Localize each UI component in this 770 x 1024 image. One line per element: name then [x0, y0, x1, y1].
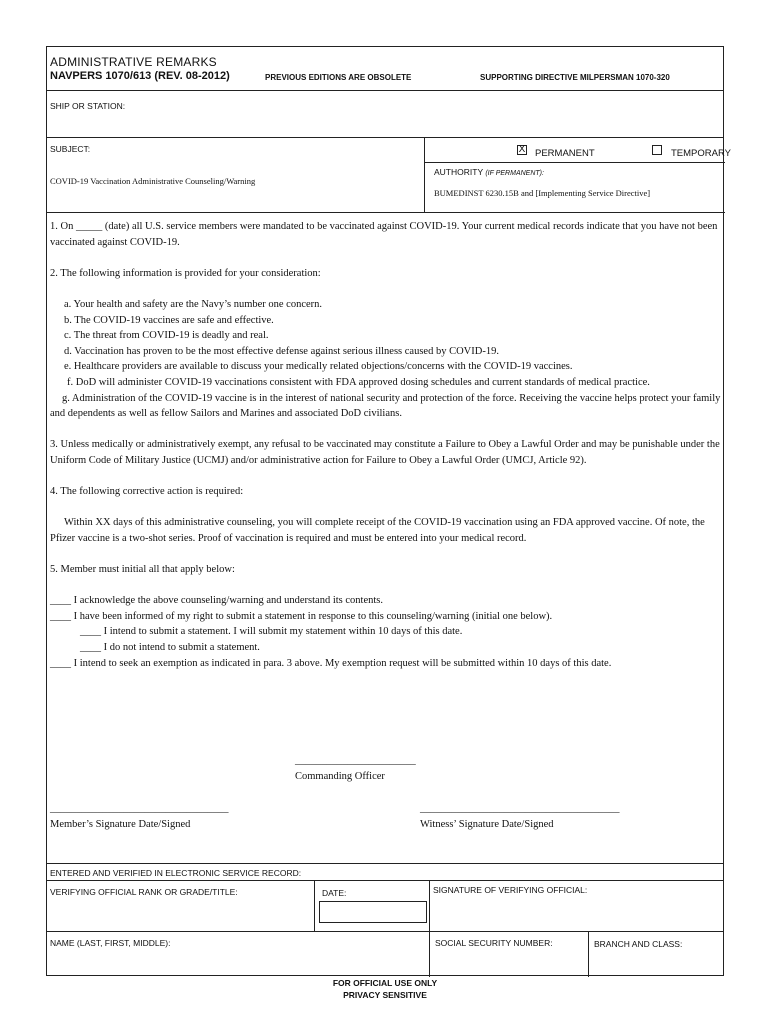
- name-label: NAME (LAST, FIRST, MIDDLE):: [50, 938, 171, 948]
- branch-class-label: BRANCH AND CLASS:: [594, 939, 683, 949]
- ship-or-station-field[interactable]: [47, 91, 723, 138]
- subject-field[interactable]: [47, 138, 425, 213]
- paragraph-5: 5. Member must initial all that apply below:: [50, 564, 235, 576]
- list-item: a. Your health and safety are the Navy’s number one concern.: [64, 298, 323, 310]
- permanent-label: PERMANENT: [535, 148, 595, 159]
- form-title: ADMINISTRATIVE REMARKS: [50, 55, 217, 69]
- paragraph-2: 2. The following information is provided for your consideration:: [50, 267, 321, 279]
- document-footer: [0, 977, 770, 1001]
- form-number: NAVPERS 1070/613 (REV. 08-2012): [50, 70, 230, 82]
- temporary-label: TEMPORARY: [671, 148, 732, 159]
- paragraph-3: 3. Unless medically or administratively exempt, any refusal to be vaccinated may constitute a Failure to Obey a Lawful Order and may be punishable under the Uniform Code of Military Justice (UCMJ) and/or administrative action for Failure to Obey a Lawful Order (UMCJ, Article 92).: [50, 439, 720, 466]
- signature-block: [50, 747, 724, 847]
- administrative-remarks-form: [46, 46, 732, 976]
- entered-verified-label: ENTERED AND VERIFIED IN ELECTRONIC SERVICE RECORD:: [50, 868, 302, 878]
- entered-verified-row: [47, 863, 723, 881]
- list-item: b. The COVID-19 vaccines are safe and effective.: [64, 314, 274, 326]
- list-item: d. Vaccination has proven to be the most effective defense against serious illness caused by COVID-19.: [64, 345, 499, 357]
- form-header: [47, 47, 723, 91]
- paragraph-4: 4. The following corrective action is required:: [50, 486, 244, 498]
- ship-or-station-label: SHIP OR STATION:: [50, 101, 126, 111]
- corrective-action-detail: Within XX days of this administrative counseling, you will complete receipt of the COVID-19 vaccination using an FDA approved vaccine. Of note, the Pfizer vaccine is a two-shot series. Proof of vaccination is required and must be entered into your medical record.: [50, 517, 705, 544]
- counseling-body: [50, 219, 724, 671]
- commanding-officer-label: Commanding Officer: [295, 771, 385, 782]
- member-signature-label: Member’s Signature Date/Signed: [50, 819, 191, 830]
- list-item: g. Administration of the COVID-19 vaccine is in the interest of national security and protection of the force. Receiving the vaccine helps protect your family and dependents as well as fellow Sailors and Marines and associated DoD civilians.: [50, 392, 721, 420]
- obsolete-note: PREVIOUS EDITIONS ARE OBSOLETE: [265, 73, 412, 82]
- subject-value: COVID-19 Vaccination Administrative Counseling/Warning: [50, 176, 256, 186]
- ssn-label: SOCIAL SECURITY NUMBER:: [435, 938, 553, 948]
- authority-value: BUMEDINST 6230.15B and [Implementing Service Directive]: [434, 188, 651, 198]
- permanent-checkbox[interactable]: X: [518, 144, 526, 155]
- initial-line[interactable]: ____ I intend to seek an exemption as indicated in para. 3 above. My exemption request will be submitted within 10 days of this date.: [50, 657, 612, 669]
- retention-options: [425, 138, 732, 163]
- witness-signature-label: Witness’ Signature Date/Signed: [420, 819, 554, 830]
- official-use-label: FOR OFFICIAL USE ONLY: [332, 978, 438, 988]
- privacy-sensitive-label: PRIVACY SENSITIVE: [343, 990, 427, 1000]
- authority-label: [434, 167, 544, 177]
- list-item: f. DoD will administer COVID-19 vaccinations consistent with FDA approved dosing schedules and current standards of medical practice.: [67, 376, 650, 388]
- authority-label-note: (IF PERMANENT):: [485, 170, 544, 177]
- initial-line[interactable]: ____ I intend to submit a statement. I will submit my statement within 10 days of this date.: [80, 626, 463, 638]
- initial-line[interactable]: ____ I have been informed of my right to submit a statement in response to this counseling/warning (initial one below).: [50, 610, 553, 622]
- verifying-signature-label: SIGNATURE OF VERIFYING OFFICIAL:: [433, 885, 588, 895]
- verification-row: [47, 881, 723, 932]
- initial-line[interactable]: ____ I acknowledge the above counseling/warning and understand its contents.: [50, 595, 383, 607]
- date-field[interactable]: [319, 901, 427, 923]
- supporting-directive: SUPPORTING DIRECTIVE MILPERSMAN 1070-320: [480, 73, 670, 82]
- list-item: c. The threat from COVID-19 is deadly and real.: [64, 330, 269, 342]
- commanding-officer-signature-line[interactable]: _______________________: [295, 755, 416, 766]
- subject-label: SUBJECT:: [50, 144, 91, 154]
- paragraph-1: 1. On _____ (date) all U.S. service members were mandated to be vaccinated against COVID-19. Your current medical records indicate that you have not been vaccinated against COVID-19.: [50, 221, 718, 248]
- authority-field[interactable]: [425, 163, 725, 213]
- verifying-rank-label: VERIFYING OFFICIAL RANK OR GRADE/TITLE:: [50, 887, 238, 897]
- authority-label-text: AUTHORITY: [434, 167, 483, 177]
- temporary-checkbox[interactable]: [652, 145, 662, 155]
- identity-row: [47, 932, 723, 977]
- initial-line[interactable]: ____ I do not intend to submit a statement.: [80, 642, 260, 654]
- member-signature-line[interactable]: __________________________________: [50, 803, 229, 814]
- list-item: e. Healthcare providers are available to discuss your medically related objections/concerns with the COVID-19 vaccines.: [64, 361, 573, 373]
- date-label: DATE:: [322, 888, 347, 898]
- witness-signature-line[interactable]: ______________________________________: [420, 803, 620, 814]
